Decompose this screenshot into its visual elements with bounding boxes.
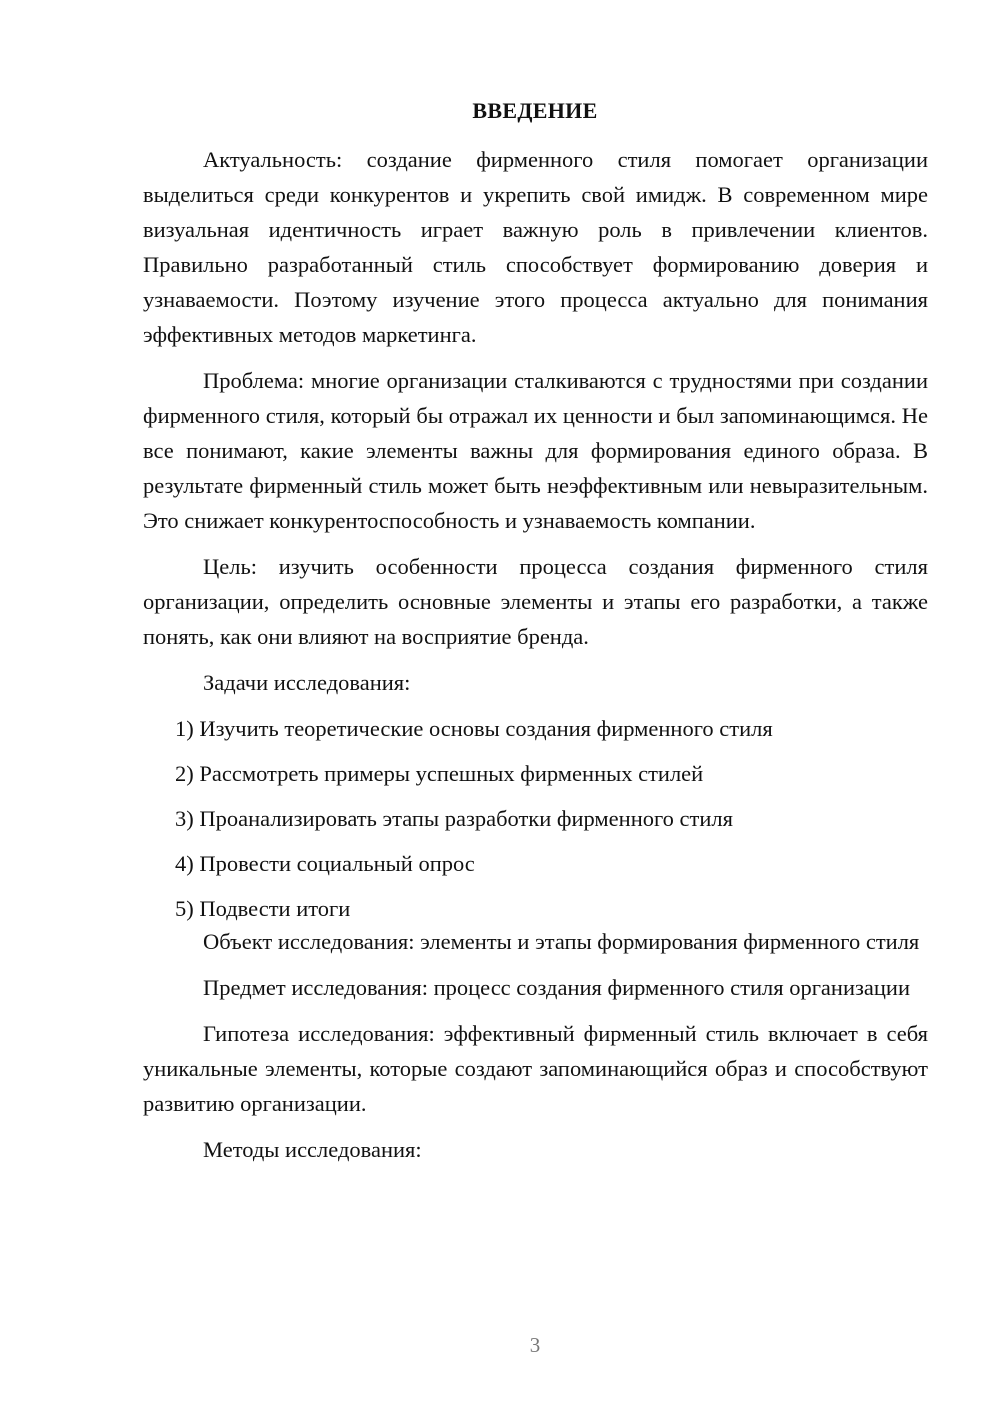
- tasks-list: [143, 711, 928, 926]
- hypothesis-paragraph: Гипотеза исследования: эффективный фирменный стиль включает в себя уникальные элементы, которые создают запоминающийся образ и способствуют развитию организации.: [143, 1021, 928, 1116]
- object-paragraph: Объект исследования: элементы и этапы формирования фирменного стиля: [203, 929, 920, 954]
- methods-heading: Методы исследования:: [203, 1137, 422, 1162]
- problem-paragraph: Проблема: многие организации сталкиваются с трудностями при создании фирменного стиля, который бы отражал их ценности и был запоминающимся. Не все понимают, какие элементы важны для формирования единого образа. В результате фирменный стиль может быть неэффективным или невыразительным. Это снижает конкурентоспособность и узнаваемость компании.: [143, 368, 928, 533]
- section-title: ВВЕДЕНИЕ: [472, 98, 598, 123]
- goal-paragraph: Цель: изучить особенности процесса создания фирменного стиля организации, определить основные элементы и этапы его разработки, а также понять, как они влияют на восприятие бренда.: [143, 554, 928, 649]
- task-item: 2) Рассмотреть примеры успешных фирменных стилей: [175, 761, 704, 786]
- task-item: 4) Провести социальный опрос: [175, 851, 475, 876]
- task-item: 1) Изучить теоретические основы создания фирменного стиля: [175, 716, 773, 741]
- page-number: 3: [529, 1333, 541, 1357]
- task-item: 5) Подвести итоги: [175, 896, 351, 921]
- relevance-paragraph: Актуальность: создание фирменного стиля помогает организации выделиться среди конкурентов и укрепить свой имидж. В современном мире визуальная идентичность играет важную роль в привлечении клиентов. Правильно разработанный стиль способствует формированию доверия и узнаваемости. Поэтому изучение этого процесса актуально для понимания эффективных методов маркетинга.: [143, 147, 928, 347]
- document-body: [143, 142, 928, 1178]
- task-item: 3) Проанализировать этапы разработки фирменного стиля: [175, 806, 733, 831]
- tasks-heading: Задачи исследования:: [203, 670, 411, 695]
- subject-paragraph: Предмет исследования: процесс создания фирменного стиля организации: [203, 975, 910, 1000]
